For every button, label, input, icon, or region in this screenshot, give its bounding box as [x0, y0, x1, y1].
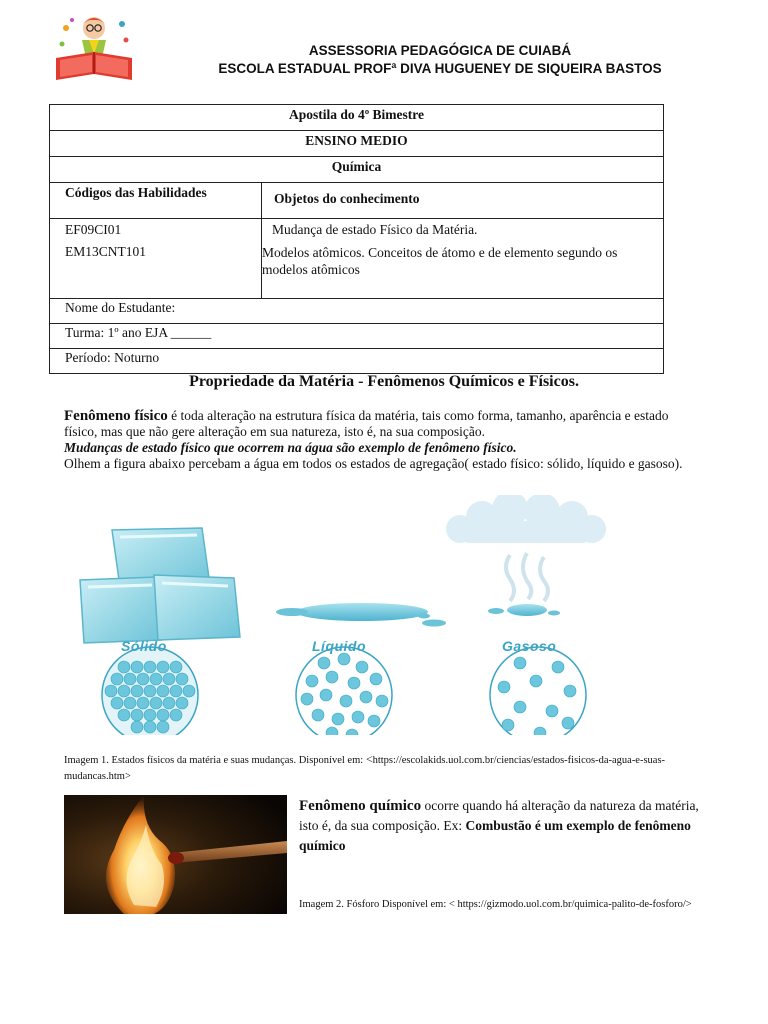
info-table [49, 104, 664, 374]
class-field: Turma: 1º ano EJA ______ [50, 324, 664, 349]
physical-emphasis: Mudanças de estado físico que ocorrem na água são exemplo de fenômeno físico. [64, 440, 517, 455]
knowledge-objects-header: Objetos do conhecimento [262, 183, 664, 219]
school-logo [52, 14, 136, 86]
chemical-definition: ocorre quando há alteração da natureza da matéria, isto é, da sua composição. Ex: [299, 798, 699, 833]
header-line-2: ESCOLA ESTADUAL PROFª DIVA HUGUENEY DE SIQUEIRA BASTOS [218, 61, 662, 76]
caption-1-text: Imagem 1. Estados físicos da matéria e suas mudanças. Disponível em: [64, 755, 366, 766]
subject: Química [50, 157, 664, 183]
student-name-field: Nome do Estudante: [50, 299, 664, 324]
skills-codes-header: Códigos das Habilidades [50, 183, 262, 219]
caption-1-link[interactable]: https://escolakids.uol.com.br/ciencias/estados-fisicos-da-agua-e-suas-mudancas.htm [64, 755, 666, 782]
chemical-phenomenon-paragraph [299, 796, 699, 856]
solid-label: Sólido [121, 638, 167, 654]
solid-particles-diagram [102, 647, 198, 735]
figure-1-caption [64, 751, 684, 785]
skill-code-2: EM13CNT101 [65, 244, 146, 259]
steam-cloud-icon [446, 495, 606, 616]
water-puddle-icon [276, 603, 446, 627]
knowledge-object-1: Mudança de estado Físico da Matéria. [272, 222, 478, 237]
education-level: ENSINO MEDIO [50, 131, 664, 157]
skill-code-1: EF09CI01 [65, 222, 122, 237]
liquid-label: Líquido [312, 638, 367, 654]
liquid-particles-diagram [296, 647, 392, 735]
gas-label: Gasoso [502, 638, 557, 654]
physical-definition: é toda alteração na estrutura física da matéria, tais como forma, tamanho, aparência e estado físico, mas que não gere alteração em sua natureza, isto é, na sua composição. [64, 408, 669, 439]
physical-phenomenon-paragraph [64, 408, 704, 472]
knowledge-object-2: Modelos atômicos. Conceitos de átomo e de elemento segundo os modelos atômicos [262, 245, 618, 277]
physical-instruction: Olhem a figura abaixo percebam a água em todos os estados de agregação( estado físico: sólido, líquido e gasoso). [64, 456, 683, 471]
gas-particles-diagram [490, 647, 586, 735]
caption-1-lt: < [365, 752, 373, 766]
states-of-matter-figure [62, 495, 622, 735]
burning-match-photo [64, 795, 287, 914]
booklet-title: Apostila do 4º Bimestre [50, 105, 664, 131]
header-line-1: ASSESSORIA PEDAGÓGICA DE CUIABÁ [308, 43, 572, 58]
skills-codes-cell [50, 219, 262, 299]
caption-1-gt: > [124, 771, 131, 782]
chemical-example: Combustão é um exemplo de fenômeno químico [299, 818, 691, 853]
period-field: Período: Noturno [50, 349, 664, 374]
physical-term: Fenômeno físico [64, 408, 168, 424]
figure-2-caption: Imagem 2. Fósforo Disponível em: < https://gizmodo.uol.com.br/quimica-palito-de-fosforo/> [299, 899, 692, 910]
ice-cubes-icon [80, 528, 240, 643]
section-title: Propriedade da Matéria - Fenômenos Químicos e Físicos. [189, 373, 579, 390]
knowledge-objects-cell [262, 219, 664, 299]
chemical-term: Fenômeno químico [299, 798, 422, 814]
